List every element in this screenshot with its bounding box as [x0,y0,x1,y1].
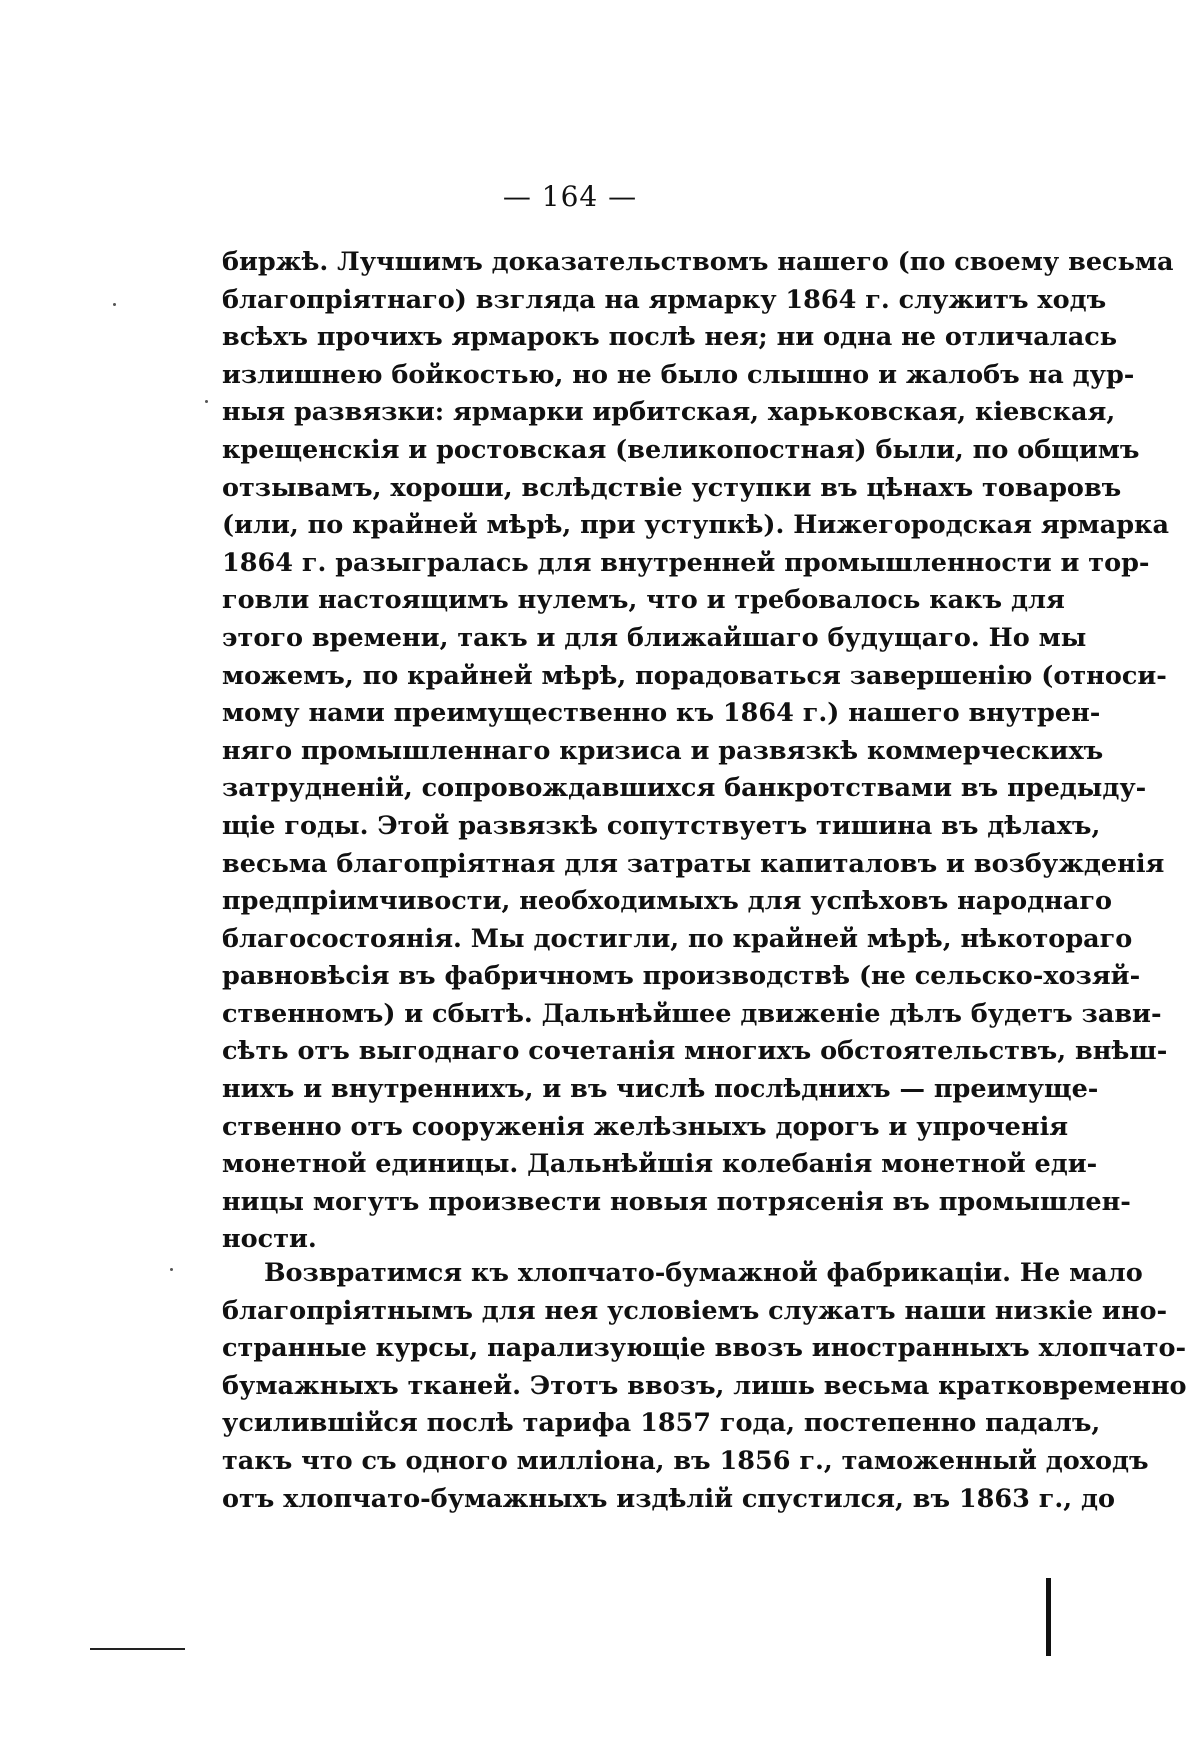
text-line: ности. [222,1224,317,1255]
scan-speck [113,303,116,306]
text-line: благопріятнымъ для нея условіемъ служатъ наши низкіе ино- [222,1295,1168,1326]
text-line: благопріятнаго) взгляда на ярмарку 1864 г. служитъ ходъ [222,284,1107,315]
text-line: можемъ, по крайней мѣрѣ, порадоваться завершенію (относи- [222,660,1167,691]
text-line: мому нами преимущественно къ 1864 г.) нашего внутрен- [222,698,1101,729]
text-line: отъ хлопчато-бумажныхъ издѣлій спустился, въ 1863 г., до [222,1483,1115,1514]
scan-speck [170,1268,173,1271]
text-line: 1864 г. разыгралась для внутренней промышленности и тор- [222,547,1150,578]
text-line: весьма благопріятная для затраты капиталовъ и возбужденія [222,848,1165,879]
text-line: равновѣсія въ фабричномъ производствѣ (не сельско-хозяй- [222,961,1141,992]
text-line: такъ что съ одного милліона, въ 1856 г., таможенный доходъ [222,1445,1149,1476]
text-line: бумажныхъ тканей. Этотъ ввозъ, лишь весьма кратковременно [222,1370,1187,1401]
text-line: говли настоящимъ нулемъ, что и требовалось какъ для [222,585,1065,616]
scan-speck [205,400,208,403]
page-number: — 164 — [502,180,638,213]
text-line: странные курсы, парализующіе ввозъ иностранныхъ хлопчато- [222,1333,1187,1364]
text-line: отзывамъ, хороши, вслѣдствіе уступки въ цѣнахъ товаровъ [222,472,1122,503]
text-line: всѣхъ прочихъ ярмарокъ послѣ нея; ни одна не отличалась [222,322,1118,353]
text-line: крещенскія и ростовская (великопостная) были, по общимъ [222,434,1140,465]
text-line: ницы могутъ произвести новыя потрясенія въ промышлен- [222,1186,1131,1217]
text-line: Возвратимся къ хлопчато-бумажной фабрикаціи. Не мало [264,1258,1143,1288]
page-edge-mark [1046,1578,1051,1656]
margin-rule [90,1648,185,1650]
paragraph-2 [222,1255,1187,1518]
text-line: ныя развязки: ярмарки ирбитская, харьковская, кіевская, [222,397,1116,428]
text-line: излишнею бойкостью, но не было слышно и жалобъ на дур- [222,359,1135,390]
text-line: затрудненій, сопровождавшихся банкротствами въ предыду- [222,773,1147,804]
text-line: благосостоянія. Мы достигли, по крайней мѣрѣ, нѣкотораго [222,923,1133,954]
text-line: ственномъ) и сбытѣ. Дальнѣйшее движеніе дѣлъ будетъ зави- [222,998,1162,1029]
text-line: предпріимчивости, необходимыхъ для успѣховъ народнаго [222,886,1112,917]
paragraph-1 [222,244,1174,1259]
text-line: (или, по крайней мѣрѣ, при уступкѣ). Нижегородская ярмарка [222,510,1169,541]
text-line: щіе годы. Этой развязкѣ сопутствуетъ тишина въ дѣлахъ, [222,810,1101,841]
text-line: биржѣ. Лучшимъ доказательствомъ нашего (по своему весьма [222,247,1174,277]
text-line: этого времени, такъ и для ближайшаго будущаго. Но мы [222,622,1087,653]
text-line: сѣть отъ выгоднаго сочетанія многихъ обстоятельствъ, внѣш- [222,1036,1168,1067]
text-line: монетной единицы. Дальнѣйшія колебанія монетной еди- [222,1149,1098,1180]
text-line: нихъ и внутреннихъ, и въ числѣ послѣднихъ — преимуще- [222,1074,1099,1105]
text-line: ственно отъ сооруженія желѣзныхъ дорогъ и упроченія [222,1111,1069,1142]
text-line: усилившійся послѣ тарифа 1857 года, постепенно падалъ, [222,1408,1101,1439]
text-line: няго промышленнаго кризиса и развязкѣ коммерческихъ [222,735,1104,766]
